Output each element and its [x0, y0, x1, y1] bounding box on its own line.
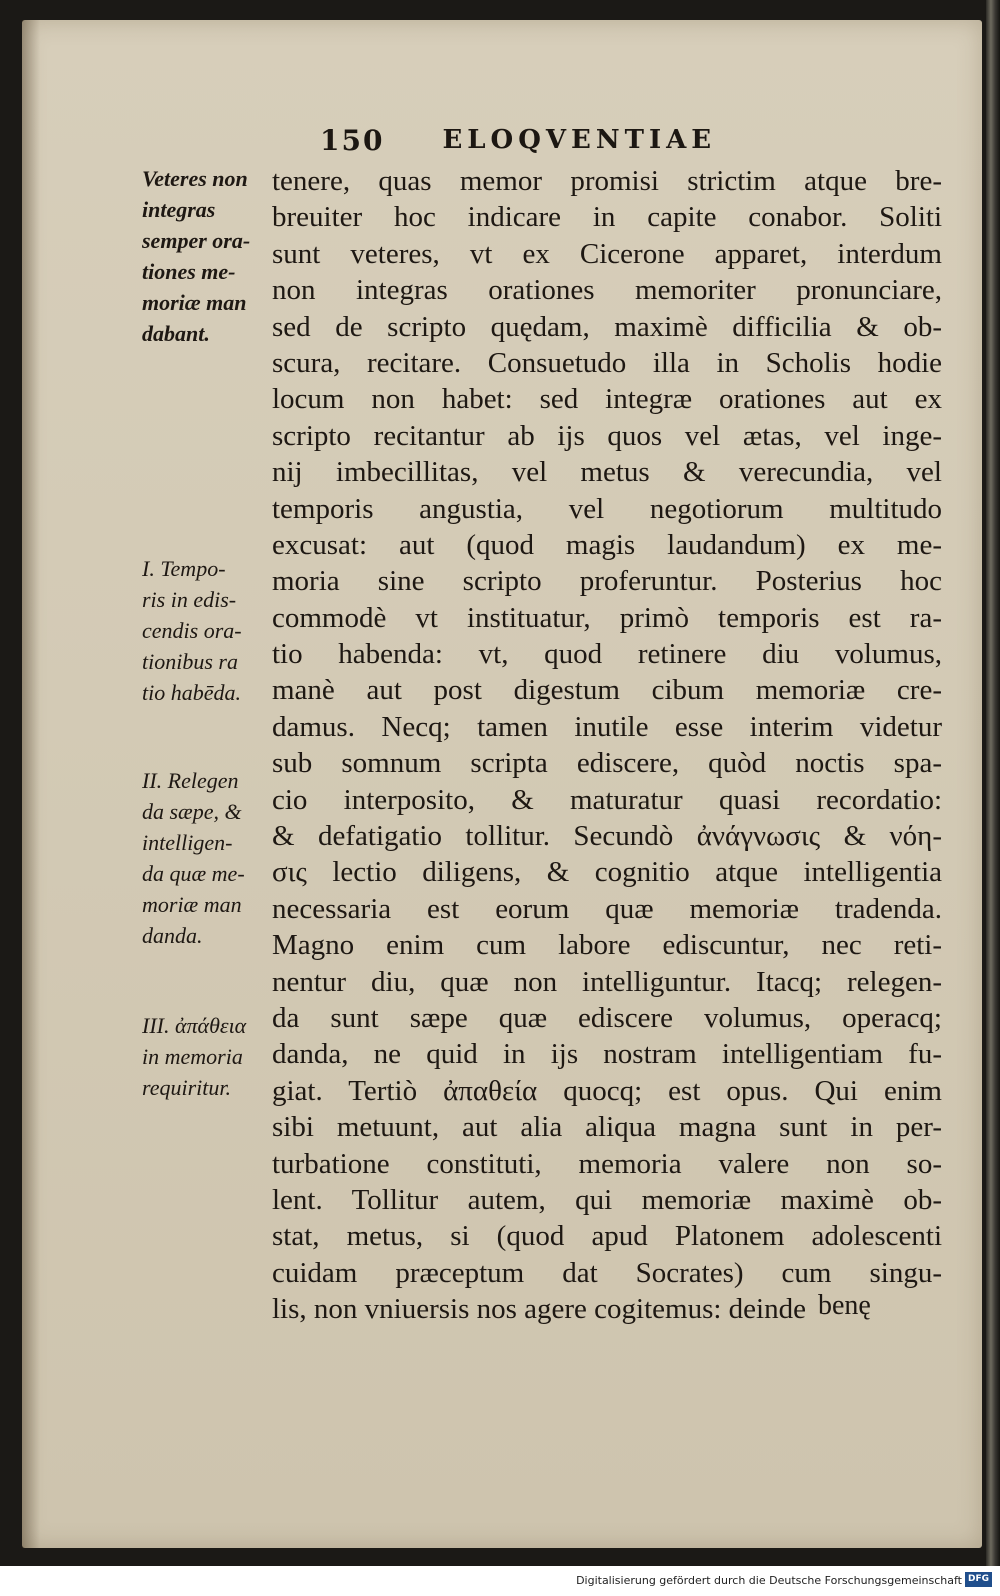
dfg-logo: DFG — [965, 1572, 992, 1587]
text-line: temporis angustia, vel negotiorum multitudo — [272, 492, 942, 525]
marginal-note-line: Veteres non — [142, 166, 248, 191]
marginal-note-temporis — [142, 553, 277, 708]
marginal-note-line: da sæpe, & — [142, 799, 242, 824]
text-line: locum non habet: sed integræ orationes aut ex — [272, 383, 942, 416]
marginal-note-line: dabant. — [142, 321, 210, 346]
main-text-block — [272, 163, 942, 1328]
text-line: tio habenda: vt, quod retinere diu volumus, — [272, 638, 942, 671]
text-line: commodè vt instituatur, primò temporis est ra- — [272, 601, 942, 634]
marginal-note-line: integras — [142, 197, 216, 222]
text-line: & defatigatio tollitur. Secundò ἀνάγνωσις & νόη- — [272, 820, 942, 853]
marginal-note-line: moriæ man — [142, 290, 247, 315]
marginal-note-apatheia — [142, 1010, 277, 1103]
text-line: lent. Tollitur autem, qui memoriæ maximè ob- — [272, 1183, 942, 1216]
text-line: moria sine scripto proferuntur. Posterius hoc — [272, 565, 942, 598]
text-line: Magno enim cum labore ediscuntur, nec reti- — [272, 929, 942, 962]
text-line: turbatione constituti, memoria valere non so- — [272, 1147, 942, 1180]
text-line: giat. Tertiò ἀπαθεία quocq; est opus. Qui enim — [272, 1074, 942, 1107]
text-line: manè aut post digestum cibum memoriæ cre- — [272, 674, 942, 707]
text-line: da sunt sæpe quæ ediscere volumus, operacq; — [272, 1001, 942, 1034]
marginal-note-line: I. Tempo- — [142, 556, 226, 581]
marginal-note-line: in memoria — [142, 1044, 243, 1069]
marginal-note-line: II. Relegen — [142, 768, 239, 793]
marginal-note-relegenda — [142, 765, 277, 951]
marginal-note-line: tionibus ra — [142, 649, 238, 674]
text-line: σις lectio diligens, & cognitio atque intelligentia — [272, 856, 942, 889]
marginal-note-line: moriæ man — [142, 892, 242, 917]
marginal-note-veteres — [142, 163, 277, 349]
marginal-note-line: da quæ me- — [142, 861, 245, 886]
text-line: scripto recitantur ab ijs quos vel ætas, vel inge- — [272, 419, 942, 452]
marginal-note-line: requiritur. — [142, 1075, 232, 1100]
text-line: scura, recitare. Consuetudo illa in Scholis hodie — [272, 346, 942, 379]
marginal-note-line: intelligen- — [142, 830, 233, 855]
text-line: non integras orationes memoriter pronunciare, — [272, 274, 942, 307]
gutter-shadow — [22, 20, 40, 1548]
page-header — [320, 118, 810, 162]
text-line: sub somnum scripta ediscere, quòd noctis spa- — [272, 747, 942, 780]
text-line: necessaria est eorum quæ memoriæ tradenda. — [272, 892, 942, 925]
marginal-note-line: III. ἀπάθεια — [142, 1013, 247, 1038]
text-line: cio interposito, & maturatur quasi recordatio: — [272, 783, 942, 816]
marginal-note-line: tiones me- — [142, 259, 236, 284]
text-line: sunt veteres, vt ex Cicerone apparet, interdum — [272, 237, 942, 270]
running-title: ELOQVENTIAE — [442, 125, 717, 155]
text-line: sed de scripto quędam, maximè difficilia & ob- — [272, 310, 942, 343]
footer-credit: Digitalisierung gefördert durch die Deutsche Forschungsgemeinschaft — [576, 1574, 962, 1587]
text-line: excusat: aut (quod magis laudandum) ex me- — [272, 528, 942, 561]
text-line: breuiter hoc indicare in capite conabor. Soliti — [272, 201, 942, 234]
marginal-note-line: danda. — [142, 923, 203, 948]
text-line: sibi metuunt, aut alia aliqua magna sunt in per- — [272, 1111, 942, 1144]
text-line: tenere, quas memor promisi strictim atque bre- — [272, 165, 942, 197]
catchword: benę — [818, 1290, 871, 1321]
text-line: danda, ne quid in ijs nostram intelligentiam fu- — [272, 1038, 942, 1071]
text-line: stat, metus, si (quod apud Platonem adolescenti — [272, 1220, 942, 1253]
page-number: 150 — [320, 123, 385, 157]
marginal-note-line: cendis ora- — [142, 618, 242, 643]
book-page-edges — [986, 0, 1000, 1566]
marginal-note-line: semper ora- — [142, 228, 251, 253]
text-line: cuidam præceptum dat Socrates) cum singu- — [272, 1256, 942, 1289]
marginal-note-line: tio habēda. — [142, 680, 241, 705]
marginal-note-line: ris in edis- — [142, 587, 237, 612]
text-line: nij imbecillitas, vel metus & verecundia, vel — [272, 456, 942, 489]
text-line: damus. Necq; tamen inutile esse interim videtur — [272, 710, 942, 743]
text-line: nentur diu, quæ non intelliguntur. Itacq; relegen- — [272, 965, 942, 998]
text-line: lis, non vniuersis nos agere cogitemus: deinde — [272, 1293, 806, 1326]
